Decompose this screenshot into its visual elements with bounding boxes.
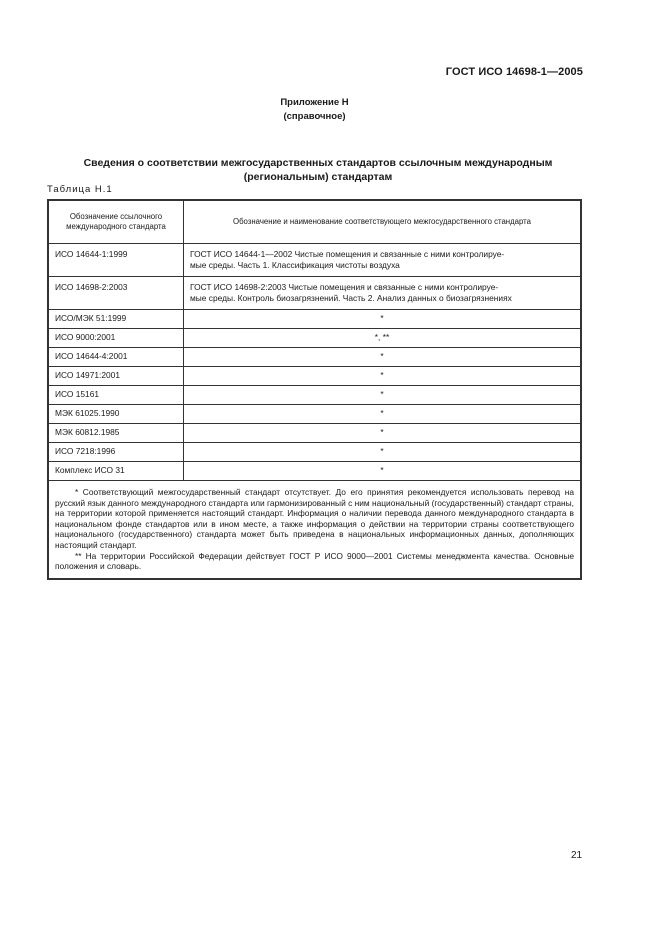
table-row [49, 244, 581, 277]
section-heading-line2: (региональным) стандартам [243, 171, 393, 183]
table-row [49, 310, 581, 329]
appendix-status: (справочное) [283, 111, 346, 122]
table-row [49, 462, 581, 481]
table-row [49, 424, 581, 443]
reference-cell: Комплекс ИСО 31 [49, 462, 184, 481]
column-header-reference: Обозначение ссылочного международного стандарта [49, 201, 184, 244]
table-row [49, 329, 581, 348]
footnote-single-star: * Соответствующий межгосударственный стандарт отсутствует. До его принятия рекомендуется использовать перевод на русский язык данного международного стандарта или гармонизированный с ним национальный (государственный) стандарт страны, на территории которой применяется настоящий стандарт. Информация о наличии перевода данного международного стандарта в национальном фонде стандартов или в ином месте, а также информация о действии на территории страны соответствующего национального (государственного) стандарта может быть приведена в национальных информационных данных, дополняющих настоящий стандарт. [55, 487, 574, 550]
footnote-double-star: ** На территории Российской Федерации действует ГОСТ Р ИСО 9000—2001 Системы менеджмента качества. Основные положения и словарь. [55, 550, 574, 572]
reference-cell: МЭК 61025.1990 [49, 405, 184, 424]
interstate-cell: * [184, 367, 581, 386]
reference-cell: ИСО 14971:2001 [49, 367, 184, 386]
interstate-cell-line: мые среды. Контроль биозагрязнений. Часть 2. Анализ данных о биозагрязнениях [190, 292, 512, 303]
table-row [49, 348, 581, 367]
table-row [49, 386, 581, 405]
page-number: 21 [571, 850, 583, 861]
interstate-cell: *, ** [184, 329, 581, 348]
interstate-cell: * [184, 424, 581, 443]
correspondence-table [47, 199, 582, 580]
reference-cell: ИСО 9000:2001 [49, 329, 184, 348]
section-heading [50, 156, 586, 184]
interstate-cell-line: мые среды. Часть 1. Классификация чистоты воздуха [190, 259, 400, 270]
table-row [49, 405, 581, 424]
appendix-title: Приложение Н [280, 97, 349, 108]
section-heading-line1: Сведения о соответствии межгосударственных стандартов ссылочным международным [83, 157, 553, 169]
table-row [49, 367, 581, 386]
reference-cell: ИСО 14698-2:2003 [49, 277, 184, 310]
table-notes-row [49, 481, 581, 579]
interstate-cell: * [184, 386, 581, 405]
interstate-cell: * [184, 405, 581, 424]
reference-cell: ИСО 7218:1996 [49, 443, 184, 462]
interstate-cell [184, 277, 581, 310]
interstate-cell-line: ГОСТ ИСО 14698-2:2003 Чистые помещения и связанные с ними контролируе- [190, 282, 499, 292]
reference-cell: ИСО 15161 [49, 386, 184, 405]
interstate-cell: * [184, 348, 581, 367]
table-row [49, 277, 581, 310]
reference-cell: МЭК 60812.1985 [49, 424, 184, 443]
table-notes [49, 481, 581, 579]
table-row [49, 443, 581, 462]
table-label: Таблица Н.1 [47, 184, 113, 195]
reference-cell: ИСО 14644-4:2001 [49, 348, 184, 367]
document-number: ГОСТ ИСО 14698-1—2005 [445, 66, 583, 78]
reference-cell: ИСО/МЭК 51:1999 [49, 310, 184, 329]
interstate-cell [184, 244, 581, 277]
interstate-cell: * [184, 462, 581, 481]
column-header-interstate: Обозначение и наименование соответствующего межгосударственного стандарта [184, 201, 581, 244]
interstate-cell: * [184, 310, 581, 329]
appendix-header [0, 96, 629, 124]
interstate-cell: * [184, 443, 581, 462]
interstate-cell-line: ГОСТ ИСО 14644-1—2002 Чистые помещения и связанные с ними контролируе- [190, 249, 505, 259]
reference-cell: ИСО 14644-1:1999 [49, 244, 184, 277]
